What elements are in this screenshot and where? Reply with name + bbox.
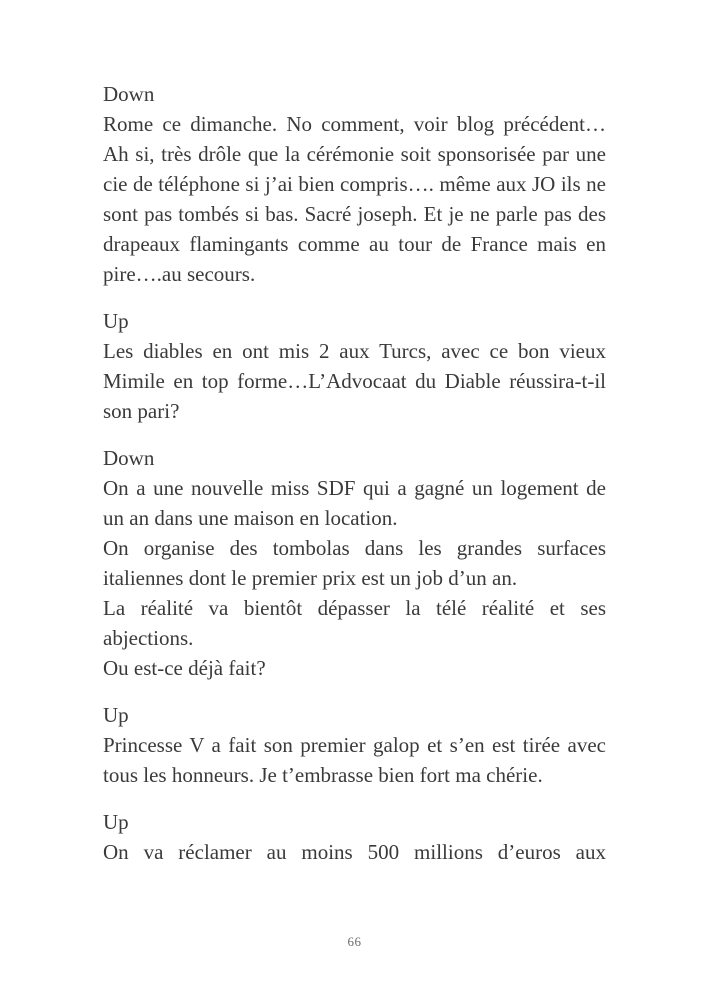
blog-entry-down-2 [103, 443, 606, 683]
blog-entry-down-1 [103, 79, 606, 289]
entry-heading: Down [103, 82, 155, 106]
entry-paragraph: Les diables en ont mis 2 aux Turcs, avec ce bon vieux Mimile en top forme…L’Advocaat du Diable réussira-t-il son pari? [103, 339, 606, 423]
entry-paragraph: Ou est-ce déjà fait? [103, 656, 266, 680]
entry-paragraph: On a une nouvelle miss SDF qui a gagné un logement de un an dans une maison en location. [103, 476, 606, 530]
page-number: 66 [347, 934, 362, 949]
entry-paragraph: On va réclamer au moins 500 millions d’euros aux [103, 840, 606, 864]
blog-entry-up-2 [103, 700, 606, 790]
entry-heading: Up [103, 703, 129, 727]
entry-paragraph: Rome ce dimanche. No comment, voir blog précédent… Ah si, très drôle que la cérémonie soit sponsorisée par une cie de téléphone si j’ai bien compris…. même aux JO ils ne sont pas tombés si bas. Sacré joseph. Et je ne parle pas des drapeaux flamingants comme au tour de France mais en pire….au secours. [103, 112, 606, 286]
entry-heading: Up [103, 810, 129, 834]
blog-entry-up-1 [103, 306, 606, 426]
entry-paragraph: La réalité va bientôt dépasser la télé réalité et ses abjections. [103, 596, 606, 650]
entry-paragraph: Princesse V a fait son premier galop et s’en est tirée avec tous les honneurs. Je t’embrasse bien fort ma chérie. [103, 733, 606, 787]
page-footer [0, 933, 709, 951]
entry-heading: Down [103, 446, 155, 470]
blog-entry-up-3 [103, 807, 606, 867]
entry-paragraph: On organise des tombolas dans les grandes surfaces italiennes dont le premier prix est un job d’un an. [103, 536, 606, 590]
entry-heading: Up [103, 309, 129, 333]
page-body [103, 79, 606, 867]
